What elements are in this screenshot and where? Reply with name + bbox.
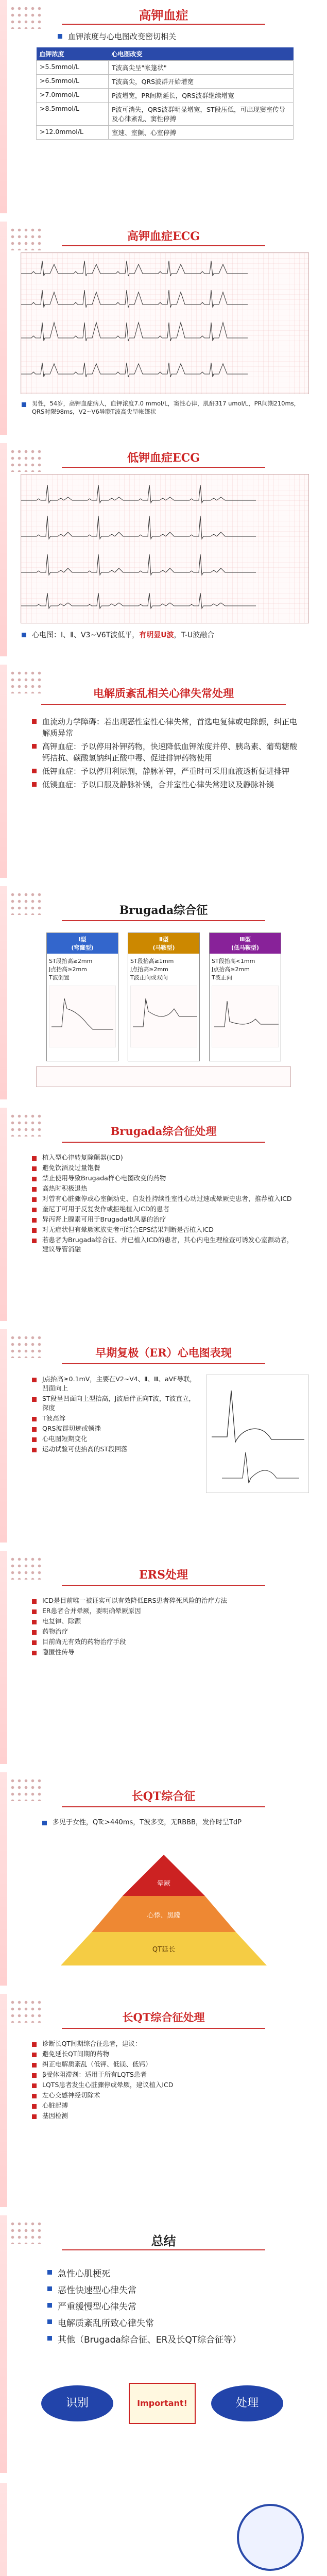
slide-title: 电解质紊乱相关心律失常处理 bbox=[93, 687, 234, 700]
slide-left-strip bbox=[0, 1772, 7, 1986]
slide-title: ERS处理 bbox=[139, 1568, 188, 1582]
list-item: 异丙肾上腺素可用于Brugada电风暴的治疗 bbox=[31, 1215, 299, 1224]
list-item: 其他（Brugada综合征、ER及长QT综合征等） bbox=[46, 2333, 294, 2347]
slide-left-strip bbox=[0, 0, 7, 213]
list-item: 心电图短期变化 bbox=[31, 1434, 201, 1444]
table-row bbox=[37, 89, 294, 103]
list-item: T波高耸 bbox=[31, 1414, 201, 1423]
table-header-change: 心电图改变 bbox=[109, 47, 294, 61]
slide-left-strip bbox=[0, 2215, 7, 2473]
ecg-image-hyperkalemia bbox=[21, 252, 309, 394]
slide-hypokalemia-ecg bbox=[0, 443, 327, 656]
list-item: 避免饮酒及过量饱餐 bbox=[31, 1163, 299, 1173]
list-item: 药物治疗 bbox=[31, 1627, 299, 1636]
slide-thanks bbox=[0, 2483, 327, 2576]
type-item: T波正向或双向 bbox=[130, 974, 168, 981]
pyramid-label-mid: 心悸、黑矇 bbox=[147, 1912, 181, 1920]
subtitle: 血钾浓度与心电图改变密切相关 bbox=[57, 31, 273, 42]
description-list bbox=[41, 1818, 288, 1829]
slide-left-strip bbox=[0, 1551, 7, 1764]
ecg-caption: 男性，54岁，高钾血症病人，血钾浓度7.0 mmol/L，窦性心律，肌酐317 umol/L，PR间期210ms，QRS时限98ms，V2~V6导联T波高尖呈帐篷状 bbox=[21, 399, 309, 416]
list-item: 电解质紊乱所致心律失常 bbox=[46, 2316, 294, 2331]
caption-prefix: 心电图： bbox=[32, 631, 61, 639]
caption-mid: T波低平， bbox=[106, 631, 140, 639]
list-item: ER患者合并晕厥，要明确晕厥原因 bbox=[31, 1606, 299, 1616]
symptom-pyramid bbox=[56, 1850, 272, 1968]
slide-left-strip bbox=[0, 443, 7, 656]
important-card bbox=[129, 2383, 196, 2424]
slide-title: Brugada综合征 bbox=[119, 904, 208, 917]
slide-title: 长QT综合征处理 bbox=[122, 2011, 205, 2024]
cell-level: >8.5mmol/L bbox=[37, 103, 109, 126]
slide-electrolyte-arrhythmia bbox=[0, 665, 327, 878]
slide-left-strip bbox=[0, 1108, 7, 1321]
title-underline bbox=[62, 245, 265, 246]
ecg-image-hypokalemia bbox=[21, 474, 309, 623]
brugada-type-2 bbox=[128, 933, 200, 1061]
list-item: 若患者为Brugada综合征、并已植入ICD的患者，其心内电生理检查可诱发心室颤动者，建议导管消融 bbox=[31, 1235, 299, 1254]
type-item: J点抬高≥2mm bbox=[130, 966, 168, 973]
ecg-trace bbox=[21, 253, 309, 394]
table-header-level: 血钾浓度 bbox=[37, 47, 109, 61]
type-name: Ⅰ型 bbox=[78, 936, 87, 943]
type-item: J点抬高≥2mm bbox=[212, 966, 250, 973]
list-item: 诊断长QT间期综合征患者，建议： bbox=[31, 2039, 299, 2048]
slide-title: 总结 bbox=[151, 2233, 176, 2248]
list-item: 对无症状但有晕厥家族史者可结合EPS结果判断是否植入ICD bbox=[31, 1225, 299, 1234]
list-item: 植入型心律转复除颤器(ICD) bbox=[31, 1153, 299, 1162]
slide-ers-management bbox=[0, 1551, 327, 1764]
er-ecg-illustration bbox=[206, 1375, 309, 1493]
table-row bbox=[37, 75, 294, 89]
management-list bbox=[31, 716, 299, 792]
type-sub: (低马鞍型) bbox=[231, 944, 260, 951]
cell-change: T波高尖呈"帐篷状" bbox=[109, 61, 294, 75]
list-item: 恶性快速型心律失常 bbox=[46, 2283, 294, 2298]
slide-left-strip bbox=[0, 1329, 7, 1543]
slide-title: Brugada综合征处理 bbox=[110, 1125, 217, 1138]
type-item: ST段抬高<1mm bbox=[212, 958, 255, 964]
slide-early-repolarization bbox=[0, 1329, 327, 1543]
list-item: β受体阻滞剂：适用于所有LQTS患者 bbox=[31, 2070, 299, 2079]
list-item: 急性心肌梗死 bbox=[46, 2267, 294, 2281]
type-ecg-illustration bbox=[49, 986, 116, 1047]
slide-long-qt bbox=[0, 1772, 327, 1986]
cell-change: P波增宽，PR间期延长，QRS波群继续增宽 bbox=[109, 89, 294, 103]
title-underline bbox=[62, 1142, 265, 1143]
pyramid-label-base: QT延长 bbox=[152, 1946, 176, 1954]
ecg-caption bbox=[21, 630, 309, 641]
slide-long-qt-management bbox=[0, 1994, 327, 2207]
caption-u-wave: 有明显U波 bbox=[139, 631, 174, 639]
list-item: 纠正电解质紊乱（低钾、低镁、低钙） bbox=[31, 2060, 299, 2069]
potassium-table bbox=[36, 47, 294, 140]
list-item: 避免延长QT间期的药物 bbox=[31, 2049, 299, 2059]
type-item: ST段抬高≥1mm bbox=[130, 958, 174, 964]
type-name: Ⅱ型 bbox=[159, 936, 169, 943]
caption-list bbox=[21, 399, 309, 417]
caption-tail: ，T-U波融合 bbox=[174, 631, 215, 639]
list-item: 血流动力学障碍：若出现恶性室性心律失常，首选电复律或电除颤，纠正电解质异常 bbox=[31, 716, 299, 739]
list-item: 运动试验可使抬高的ST段回落 bbox=[31, 1445, 201, 1454]
list-item: J点抬高≥0.1mV，主要在V2~V4、Ⅱ、Ⅲ、aVF导联，凹面向上 bbox=[31, 1375, 201, 1393]
type-sub: (穹窿型) bbox=[71, 944, 94, 951]
list-item: 基因检测 bbox=[31, 2111, 299, 2121]
cell-change: 室速、室颤、心室停搏 bbox=[109, 126, 294, 140]
table-row bbox=[37, 103, 294, 126]
list-item: 电复律、除颤 bbox=[31, 1617, 299, 1626]
pyramid-label-top: 晕厥 bbox=[157, 1880, 171, 1888]
university-logo bbox=[237, 2504, 304, 2571]
management-oval bbox=[211, 2385, 283, 2421]
type-ecg-illustration bbox=[212, 986, 279, 1047]
cell-change: P波可消失，QRS波群明显增宽，ST段压低，可出现窦室传导及心律紊乱、窦性停搏 bbox=[109, 103, 294, 126]
list-item: 低镁血症：予以口服及静脉补镁，合并室性心律失常建议及静脉补镁 bbox=[31, 779, 299, 790]
subtitle-list bbox=[57, 31, 273, 44]
important-label: Important! bbox=[137, 2398, 187, 2408]
cell-level: >12.0mmol/L bbox=[37, 126, 109, 140]
slide-title: 长QT综合征 bbox=[131, 1790, 196, 1803]
title-underline bbox=[62, 2028, 265, 2029]
list-item: 严重缓慢型心律失常 bbox=[46, 2300, 294, 2314]
type-item: J点抬高≥2mm bbox=[49, 966, 87, 973]
type-header bbox=[210, 933, 281, 954]
list-item: QRS波群切迹或顿挫 bbox=[31, 1424, 201, 1433]
list-item: LQTS患者发生心脏骤停或晕厥，建议植入ICD bbox=[31, 2080, 299, 2090]
slide-hyperkalemia-ecg bbox=[0, 222, 327, 435]
type-item: T波正向 bbox=[212, 974, 232, 981]
type-ecg-illustration bbox=[130, 986, 197, 1047]
title-underline bbox=[62, 1806, 265, 1807]
table-row bbox=[37, 126, 294, 140]
type-item: T波倒置 bbox=[49, 974, 70, 981]
title-underline bbox=[62, 1585, 265, 1586]
title-underline bbox=[62, 2249, 265, 2250]
slide-title: 高钾血症ECG bbox=[127, 230, 200, 243]
slide-left-strip bbox=[0, 222, 7, 435]
management-list bbox=[31, 2039, 299, 2122]
slide-left-strip bbox=[0, 2483, 7, 2576]
title-underline bbox=[62, 467, 265, 468]
caption-leads: Ⅰ、Ⅱ、V3~V6 bbox=[61, 631, 106, 639]
ecg-trace bbox=[21, 474, 309, 623]
slide-title: 早期复极（ER）心电图表现 bbox=[95, 1346, 232, 1359]
summary-list bbox=[46, 2267, 294, 2349]
cell-level: >5.5mmol/L bbox=[37, 61, 109, 75]
title-underline bbox=[62, 24, 265, 25]
brugada-type-1 bbox=[46, 933, 118, 1061]
slide-summary bbox=[0, 2215, 327, 2473]
caption-list bbox=[21, 630, 309, 643]
title-underline bbox=[62, 920, 265, 921]
list-item: ST段呈凹面向上型抬高，J波后伴正向T波，T波直立，深度 bbox=[31, 1394, 201, 1413]
brugada-type-3 bbox=[209, 933, 281, 1061]
list-item: 隐匿性传导 bbox=[31, 1648, 299, 1657]
management-label: 处理 bbox=[235, 2397, 259, 2410]
cell-change: T波高尖，QRS波群开始增宽 bbox=[109, 75, 294, 89]
slide-brugada-types bbox=[0, 886, 327, 1099]
slide-left-strip bbox=[0, 1994, 7, 2207]
slide-title: 低钾血症ECG bbox=[127, 451, 200, 465]
cell-level: >6.5mmol/L bbox=[37, 75, 109, 89]
list-item: 左心交感神经切除术 bbox=[31, 2091, 299, 2100]
brugada-ecg-strip bbox=[36, 1066, 291, 1087]
type-sub: (马鞍型) bbox=[152, 944, 175, 951]
list-item: 高钾血症：予以停用补钾药物，快速降低血钾浓度并停、胰岛素、葡萄糖酸钙拮抗、碳酸氢钠纠正酸中毒、促进排钾药物使用 bbox=[31, 741, 299, 764]
type-name: Ⅲ型 bbox=[239, 936, 251, 943]
list-item: 低钾血症：予以停用利尿剂，静脉补钾，严重时可采用血液透析促进排钾 bbox=[31, 766, 299, 777]
table-row bbox=[37, 61, 294, 75]
list-item: ICD是目前唯一被证实可以有效降低ERS患者猝死风险的治疗方法 bbox=[31, 1596, 299, 1605]
list-item: 高热时积极退热 bbox=[31, 1184, 299, 1193]
long-qt-description: 多见于女性，QTc>440ms，T波多变，无RBBB，发作时呈TdP bbox=[41, 1818, 288, 1827]
identify-label: 识别 bbox=[65, 2397, 89, 2410]
title-underline bbox=[62, 1363, 265, 1364]
title-underline bbox=[41, 704, 286, 705]
list-item: 奎尼丁可用于反复发作或拒绝植入ICD的患者 bbox=[31, 1205, 299, 1214]
slide-left-strip bbox=[0, 886, 7, 1099]
slide-hyperkalemia-table bbox=[0, 0, 327, 213]
er-waveform bbox=[206, 1375, 309, 1494]
list-item: 目前尚无有效的药物治疗手段 bbox=[31, 1637, 299, 1647]
identify-oval bbox=[41, 2385, 113, 2421]
findings-list bbox=[31, 1375, 201, 1455]
slide-title: 高钾血症 bbox=[139, 8, 188, 23]
slide-brugada-management bbox=[0, 1108, 327, 1321]
list-item: 禁止使用导致Brugada样心电图改变的药物 bbox=[31, 1174, 299, 1183]
management-list bbox=[31, 1596, 299, 1658]
list-item: 心脏起搏 bbox=[31, 2101, 299, 2110]
type-header bbox=[47, 933, 118, 954]
type-header bbox=[128, 933, 199, 954]
cell-level: >7.0mmol/L bbox=[37, 89, 109, 103]
list-item: 对曾有心脏骤停或心室颤动史、自发性持续性室性心动过速或晕厥史患者，推荐植入ICD bbox=[31, 1194, 299, 1204]
type-item: ST段抬高≥2mm bbox=[49, 958, 93, 964]
management-list bbox=[31, 1153, 299, 1255]
